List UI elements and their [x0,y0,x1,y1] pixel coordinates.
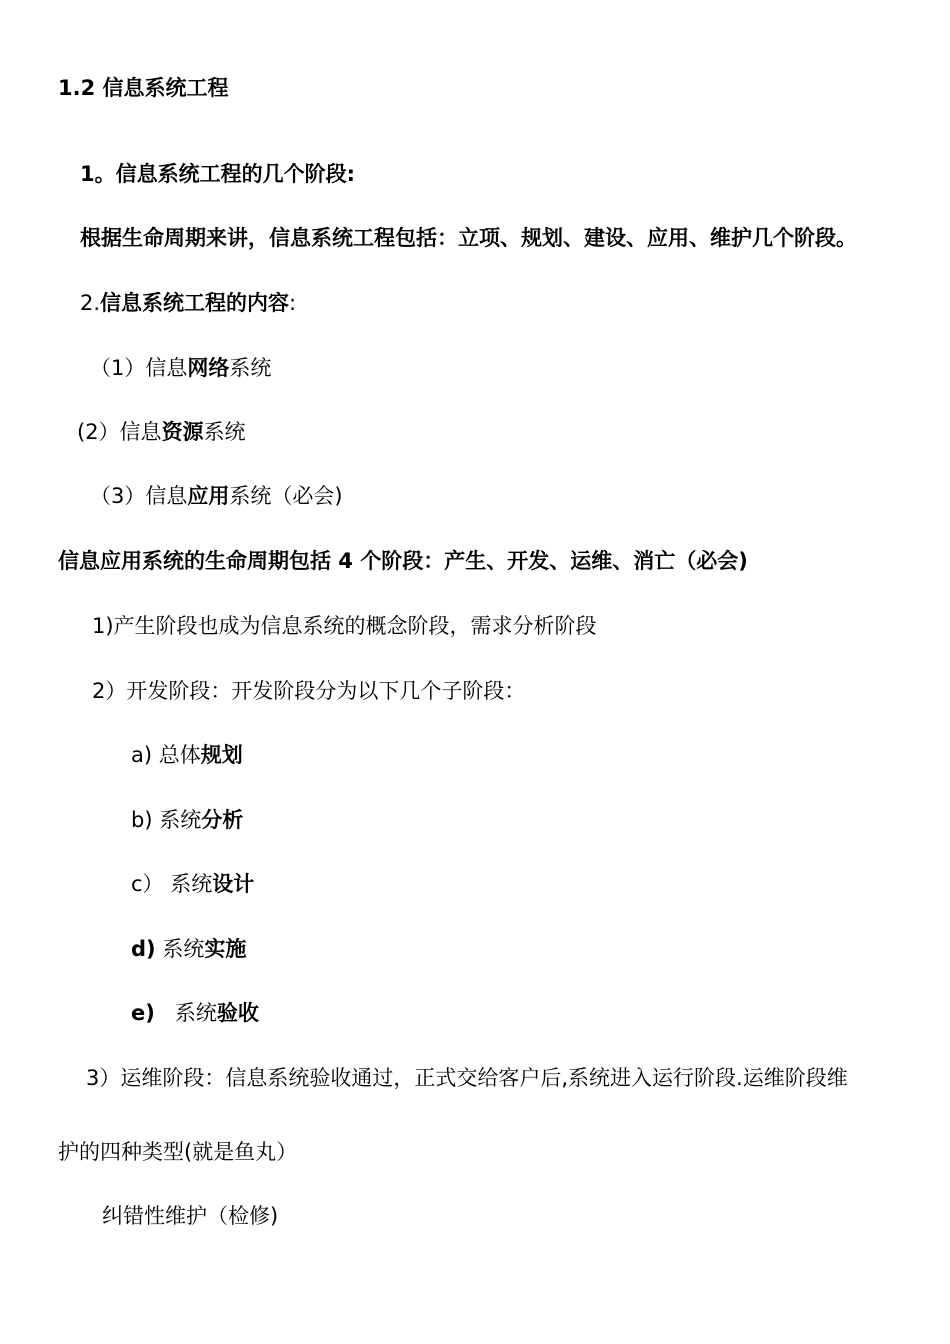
subphase-label: c） 系统 [131,872,213,896]
subphase-item [131,806,243,834]
stages-text: 根据生命周期来讲，信息系统工程包括：立项、规划、建设、应用、维护几个阶段。 [80,226,857,250]
content-item [90,354,271,382]
section-heading: 1.2 信息系统工程 [58,76,229,100]
content-item-bold: 应用 [187,484,230,508]
content-item [90,482,343,510]
subphase-bold: 验收 [216,1001,259,1025]
subphase-bold: 规划 [200,743,243,767]
stages-title: 1。信息系统工程的几个阶段: [80,162,356,186]
maintenance-item: 纠错性维护（检修) [102,1204,279,1228]
content-title-tail: : [289,291,297,315]
subphase-label: b) 系统 [131,808,202,832]
phase-2: 2）开发阶段：开发阶段分为以下几个子阶段： [92,679,526,703]
subphase-label: 系统 [154,1001,217,1025]
content-title [80,289,296,317]
content-item [77,418,246,446]
subphase-item [131,870,254,898]
subphase-bold: 实施 [204,937,247,961]
subphase-bold: 分析 [201,808,244,832]
subphase-letter: e) [131,1001,155,1025]
subphase-letter: d) [131,937,156,961]
subphase-item [131,935,246,963]
subphase-item [131,999,259,1027]
content-item-post: 系统 [203,420,246,444]
subphase-item [131,741,243,769]
phase-3-line-1: 3）运维阶段：信息系统验收通过，正式交给客户后,系统进入运行阶段.运维阶段维 [86,1066,848,1090]
subphase-label: 系统 [155,937,205,961]
content-item-pre: (2）信息 [77,420,162,444]
lifecycle-heading: 信息应用系统的生命周期包括 4 个阶段：产生、开发、运维、消亡（必会) [58,549,748,573]
phase-3-line-2: 护的四种类型(就是鱼丸） [58,1140,298,1164]
content-item-post: 系统（必会) [229,484,343,508]
content-item-post: 系统 [229,356,272,380]
subphase-label: a) 总体 [131,743,201,767]
content-item-pre: （1）信息 [90,356,188,380]
content-item-pre: （3）信息 [90,484,188,508]
content-title-bold: 信息系统工程的内容 [100,291,290,315]
content-item-bold: 网络 [187,356,230,380]
content-title-num: 2. [80,291,101,315]
content-item-bold: 资源 [161,420,204,444]
subphase-bold: 设计 [212,872,255,896]
phase-1: 1)产生阶段也成为信息系统的概念阶段，需求分析阶段 [92,614,597,638]
